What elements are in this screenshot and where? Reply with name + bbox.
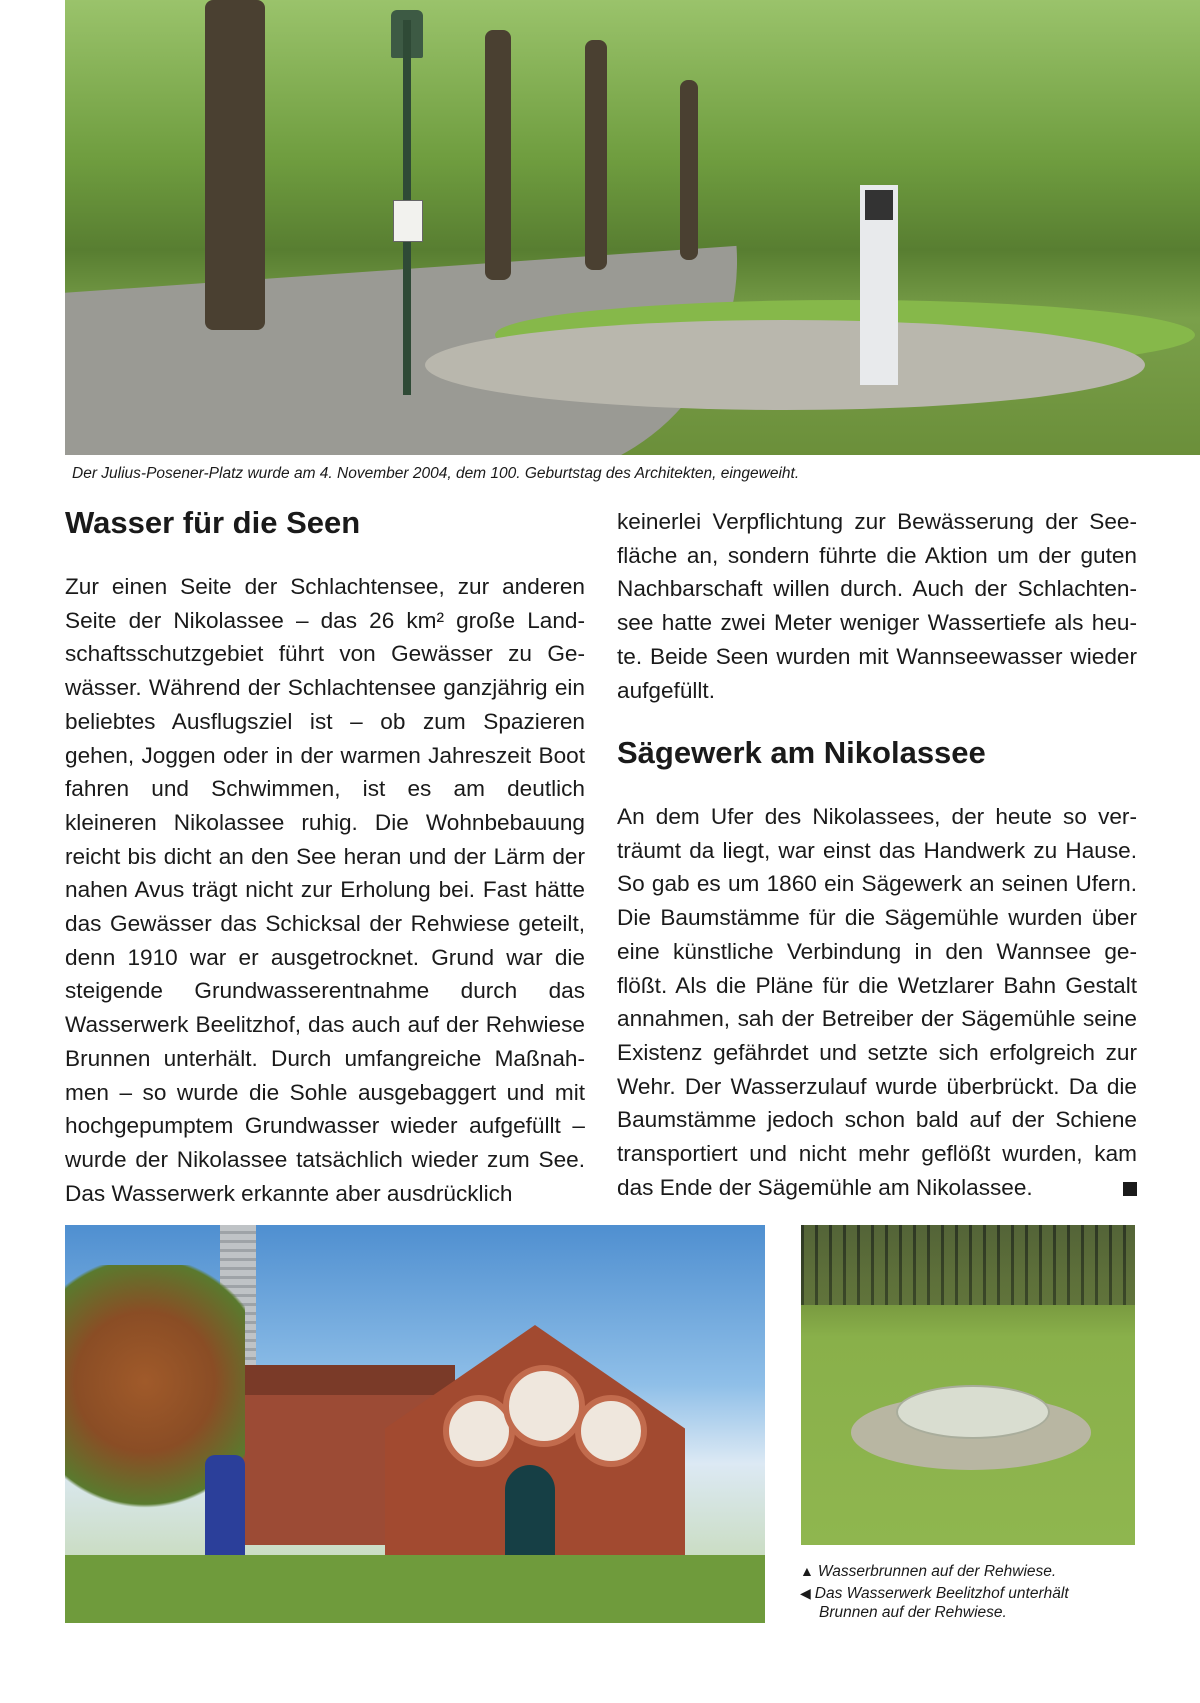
tree-trunk [485,30,511,280]
well-photo [801,1225,1135,1545]
hero-photo [65,0,1200,455]
fence [801,1225,1135,1305]
street-sign [393,200,423,242]
heading-sawmill: Sägewerk am Nikolassee [617,735,986,770]
article-paragraph-1: Zur einen Seite der Schlachtensee, zur anderen Seite der Nikolassee – das 26 km² große Landschaftsschutzgebiet führt von Gewässer zu Gewässer. Während der Schlachtensee ganzjährig ein beliebtes Ausflugsziel ist – ob zum Spazieren gehen, Joggen oder in der warmen Jahreszeit Boot fahren und Schwimmen, ist es am deutlich kleineren Nikolassee ruhig. Die Wohnbebauung reicht bis dicht an den See heran und der Lärm der nahen Avus trägt nicht zur Erholung bei. Fast hätte das Gewässer das Schicksal der Rehwiese geteilt, denn 1910 war er ausgetrocknet. Grund war die steigende Grundwasserentnahme durch das Wasserwerk Beelitzhof, das auch auf der Rehwiese Brunnen unterhält. Durch umfangreiche Maßnahmen – so wurde die Sohle ausgebaggert und mit hochgepumptem Grundwasser wieder aufgefüllt – wurde der Nikolassee tatsächlich wieder zum See. Das Wasserwerk erkannte aber ausdrücklich [65,574,585,1206]
arched-door [505,1465,555,1565]
caption-waterworks-line2: Brunnen auf der Rehwiese. [819,1604,1007,1621]
tree-trunk [585,40,607,270]
triangle-up-icon: ▲ [800,1563,814,1579]
tree-trunk [205,0,265,330]
gravel-path [425,320,1145,410]
hero-caption: Der Julius-Posener-Platz wurde am 4. November 2004, dem 100. Geburtstag des Architekten, eingeweiht. [72,465,800,482]
article-paragraph-3: An dem Ufer des Nikolassees, der heute so verträumt da liegt, war einst das Handwerk zu Hause. So gab es um 1860 ein Sägewerk an seinen Ufern. Die Baumstämme für die Sägemühle wurden über eine künstliche Verbindung in den Wannsee geflößt. Als die Pläne für die Wetzlarer Bahn Gestalt annahmen, sah der Betreiber der Sägemühle seine Existenz gefährdet und setzte sich erfolgreich zur Wehr. Der Wasserzulauf wurde überbrückt. Da die Baumstämme jedoch schon bald auf der Schiene transportiert und nicht mehr geflößt wurden, kam das Ende der Sägemühle am Nikolassee. [617,804,1137,1200]
manhole-lid [896,1385,1050,1439]
article-paragraph-2: keinerlei Verpflichtung zur Bewässerung der Seefläche an, sondern führte die Aktion um der guten Nachbarschaft willen durch. Auch der Schlachtensee hatte zwei Meter weniger Wassertiefe als heute. Beide Seen wurden mit Wannseewasser wieder aufgefüllt. [617,509,1137,703]
blue-valve-sculpture [205,1455,245,1565]
heading-water: Wasser für die Seen [65,505,361,540]
triangle-left-icon: ◀ [800,1585,811,1601]
end-mark-icon [1123,1182,1137,1196]
rose-window [575,1395,647,1467]
grass-foreground [65,1555,765,1623]
tree-trunk [680,80,698,260]
stele-portrait [865,190,893,220]
caption-well [800,1562,1140,1581]
waterworks-photo [65,1225,765,1623]
caption-well-text: Wasserbrunnen auf der Rehwiese. [817,1563,1057,1580]
caption-waterworks [800,1584,1140,1622]
rose-window [503,1365,585,1447]
article-paragraph-3-wrap [617,800,1137,1204]
caption-waterworks-line1: Das Wasserwerk Beelitzhof unterhält [814,1585,1069,1602]
